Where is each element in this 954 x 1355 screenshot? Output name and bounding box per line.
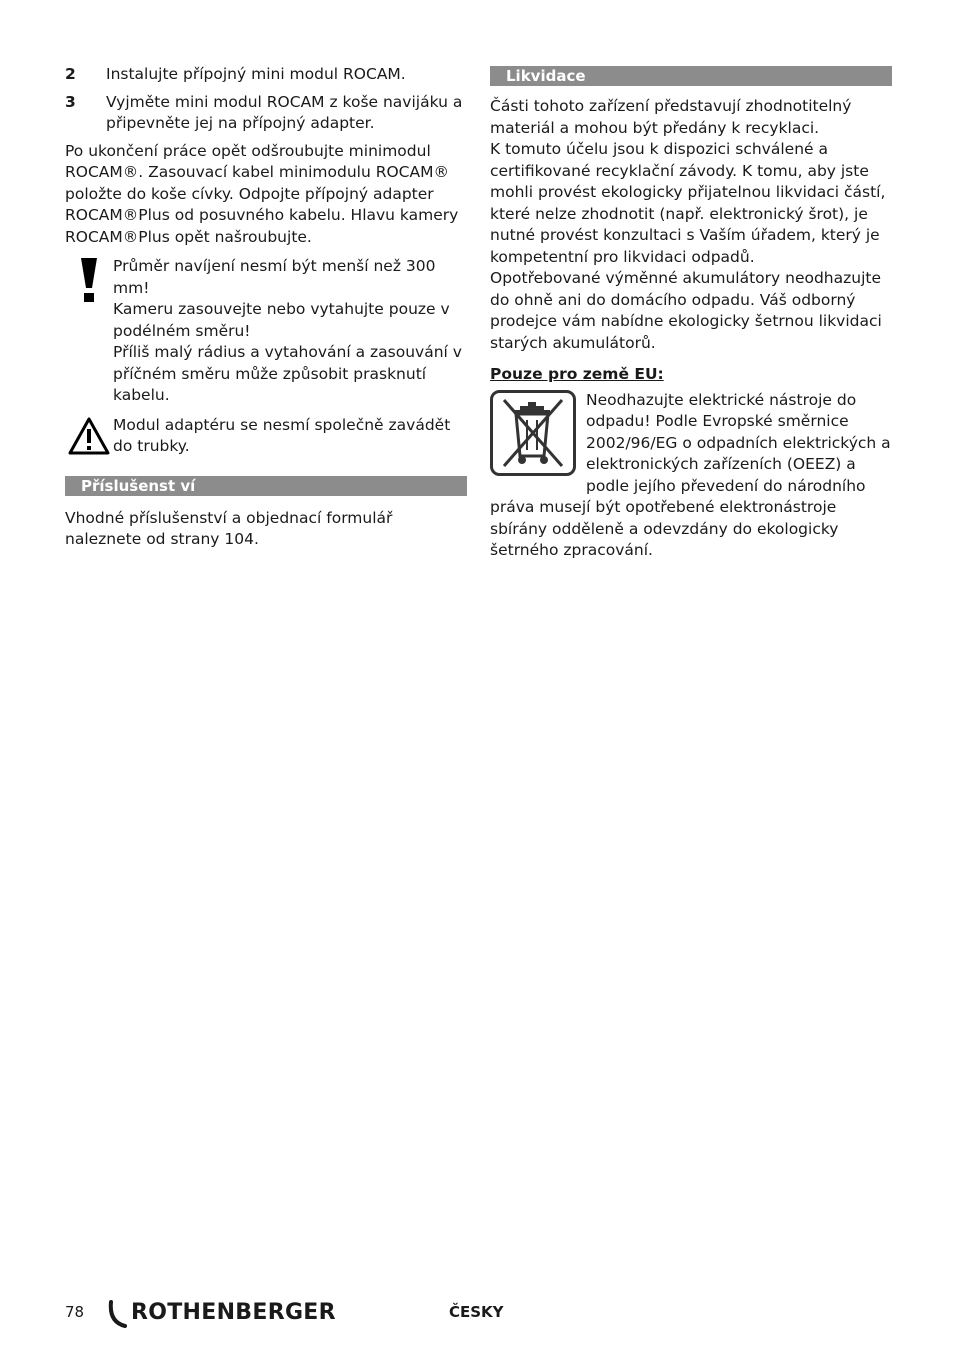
crossed-out-wheelie-bin-icon — [490, 390, 576, 476]
step-text: Instalujte přípojný mini modul ROCAM. — [106, 65, 406, 83]
notice-exclamation — [65, 256, 467, 407]
notice-line: Průměr navíjení nesmí být menší než 300 mm! — [113, 257, 436, 297]
notice-line: Kameru zasouvejte nebo vytahujte pouze v podélném směru! — [113, 300, 450, 340]
eu-text: Neodhazujte elektrické nástroje do odpadu! Podle Evropské směrnice 2002/96/EG o odpadních elektrických a elektronických zařízeních (OEEZ) a podle jejího převedení do národního práva musejí být opotřebené elektronástroje sbírány odděleně a odevzdány do ekologicky šetrného zpracování. — [490, 390, 891, 559]
language-label: ČESKY — [449, 1303, 504, 1321]
right-column — [490, 64, 892, 562]
notice-line: Příliš malý rádius a vytahování a zasouvání v příčném směru může způsobit prasknutí kabelu. — [113, 343, 462, 404]
step-3 — [65, 92, 467, 135]
accessories-text: Vhodné příslušenství a objednací formulář naleznete od strany 104. — [65, 508, 393, 548]
rothenberger-logo — [107, 1298, 336, 1328]
step-text: Vyjměte mini modul ROCAM z koše navijáku a připevněte jej na přípojný adapter. — [106, 92, 463, 132]
exclamation-icon — [65, 256, 113, 407]
warning-triangle-icon — [65, 415, 113, 458]
brand-name: ROTHENBERGER — [131, 1300, 336, 1326]
notice-warning — [65, 415, 467, 458]
after-work-paragraph: Po ukončení práce opět odšroubujte minimodul ROCAM®. Zasouvací kabel minimodulu ROCAM® položte do koše cívky. Odpojte přípojný adapter ROCAM®Plus od posuvného kabelu. Hlavu kamery ROCAM®Plus opět našroubujte. — [65, 141, 459, 246]
disposal-heading: Likvidace — [490, 66, 892, 86]
disposal-paragraph: Části tohoto zařízení představují zhodnotitelný materiál a mohou být předány k recyklaci. — [490, 97, 852, 137]
disposal-paragraph: K tomuto účelu jsou k dispozici schválené a certifikované recyklační závody. K tomu, aby jste mohli provést ekologicky přijatelnou likvidaci částí, které nelze zhodnotit (např. elektronický šrot), je nutné provést konzultaci s Vaším úřadem, který je kompetentní pro likvidaci odpadů. — [490, 140, 886, 266]
step-2 — [65, 64, 467, 86]
step-number: 3 — [65, 92, 76, 111]
page-number: 78 — [65, 1303, 85, 1321]
eu-heading: Pouze pro země EU: — [490, 365, 664, 383]
page-footer — [65, 1298, 895, 1338]
step-number: 2 — [65, 65, 76, 83]
accessories-heading: Příslušenst ví — [65, 476, 467, 496]
left-column — [65, 64, 467, 559]
eu-section — [490, 390, 892, 562]
notice-warning-text: Modul adaptéru se nesmí společně zavádět do trubky. — [113, 415, 451, 455]
disposal-paragraph: Opotřebované výměnné akumulátory neodhazujte do ohně ani do domácího odpadu. Váš odborný prodejce vám nabídne ekologicky šetrnou likvidaci starých akumulátorů. — [490, 269, 882, 352]
